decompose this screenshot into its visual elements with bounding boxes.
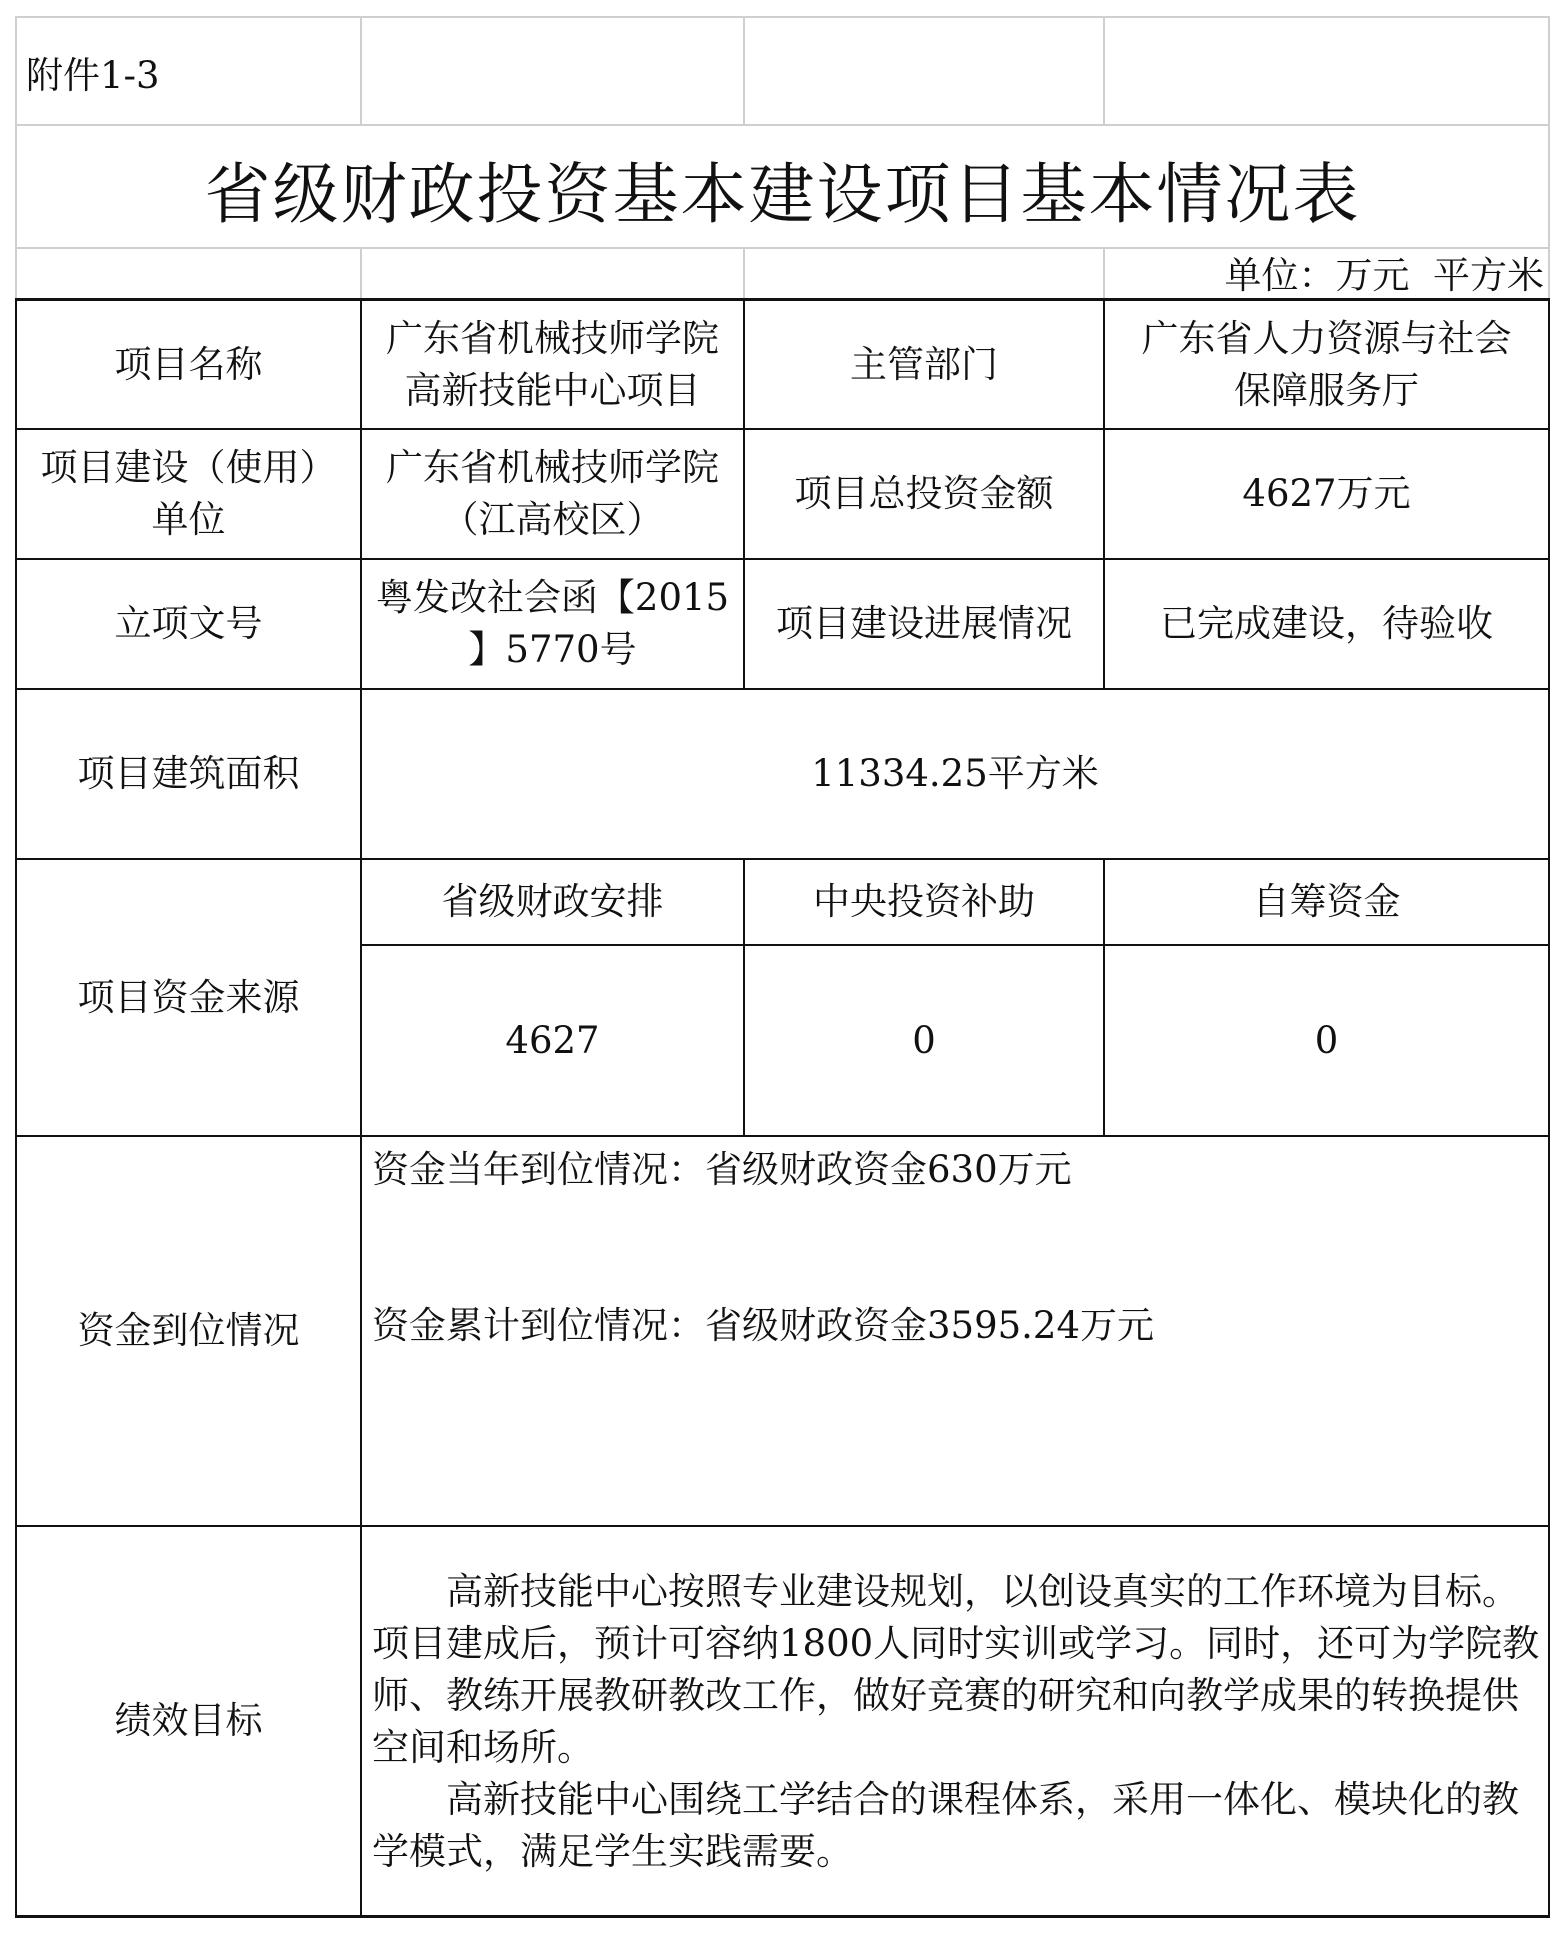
grid-line	[15, 16, 1550, 18]
funding-header-provincial: 省级财政安排	[441, 880, 664, 923]
funding-source-label: 项目资金来源	[77, 975, 300, 1019]
grid-line	[360, 16, 362, 124]
department-line-2: 保障服务厅	[1234, 368, 1419, 412]
department-label: 主管部门	[850, 342, 998, 386]
funding-header-self: 自筹资金	[1252, 880, 1401, 923]
approval-number-value	[362, 560, 743, 688]
unit-label: 单位：万元 平方米	[1224, 254, 1544, 297]
grid-line	[743, 247, 745, 299]
project-name-line-1: 广东省机械技师学院	[386, 316, 719, 360]
attachment-label: 附件1-3	[26, 54, 160, 97]
funding-value-self: 0	[1314, 1018, 1339, 1062]
building-area-label: 项目建筑面积	[77, 752, 300, 795]
performance-paragraph-1: 高新技能中心按照专业建设规划，以创设真实的工作环境为目标。项目建成后，预计可容纳1800人同时实训或学习。同时，还可为学院教师、教练开展教研教改工作，做好竞赛的研究和向教学成果的转换提供空间和场所。	[372, 1570, 1540, 1769]
progress-value: 已完成建设，待验收	[1160, 602, 1493, 645]
funding-header-central: 中央投资补助	[813, 880, 1035, 923]
construction-unit-line-2: （江高校区）	[441, 498, 664, 541]
funding-value-provincial: 4627	[505, 1018, 600, 1062]
funding-value-central: 0	[912, 1018, 936, 1062]
building-area-value: 11334.25平方米	[811, 752, 1099, 795]
grid-line	[15, 247, 1550, 249]
fund-arrival-cumulative: 资金累计到位情况：省级财政资金3595.24万元	[372, 1304, 1155, 1347]
grid-line	[360, 247, 362, 299]
table-border	[1548, 298, 1550, 1918]
grid-line	[15, 124, 1550, 126]
approval-number-line-2: 】5770号	[468, 628, 637, 671]
progress-label: 项目建设进展情况	[776, 602, 1072, 645]
construction-unit-label-line-1: 项目建设（使用）	[40, 446, 337, 489]
construction-unit-label-line-2: 单位	[151, 498, 226, 541]
page-title: 省级财政投资基本建设项目基本情况表	[204, 156, 1361, 233]
construction-unit-label	[17, 430, 360, 558]
project-name-label: 项目名称	[114, 342, 263, 386]
fund-arrival-label: 资金到位情况	[77, 1309, 300, 1352]
total-investment-value: 4627万元	[1242, 472, 1411, 515]
total-investment-label: 项目总投资金额	[794, 472, 1054, 515]
project-name-value	[362, 301, 743, 428]
department-line-1: 广东省人力资源与社会	[1141, 316, 1512, 360]
table-border	[15, 1915, 1550, 1918]
construction-unit-line-1: 广东省机械技师学院	[386, 446, 719, 489]
construction-unit-value	[362, 430, 743, 558]
grid-line	[743, 16, 745, 124]
approval-number-label: 立项文号	[114, 602, 263, 645]
approval-number-line-1: 粤发改社会函【2015	[375, 576, 730, 619]
performance-goal-label: 绩效目标	[114, 1699, 263, 1742]
department-value	[1105, 301, 1548, 428]
grid-line	[1103, 16, 1105, 124]
performance-paragraph-2: 高新技能中心围绕工学结合的课程体系，采用一体化、模块化的教学模式，满足学生实践需要。	[372, 1778, 1519, 1873]
fund-arrival-current: 资金当年到位情况：省级财政资金630万元	[372, 1148, 1072, 1191]
project-name-line-2: 高新技能中心项目	[404, 368, 701, 412]
performance-goal-text	[372, 1566, 1540, 1878]
